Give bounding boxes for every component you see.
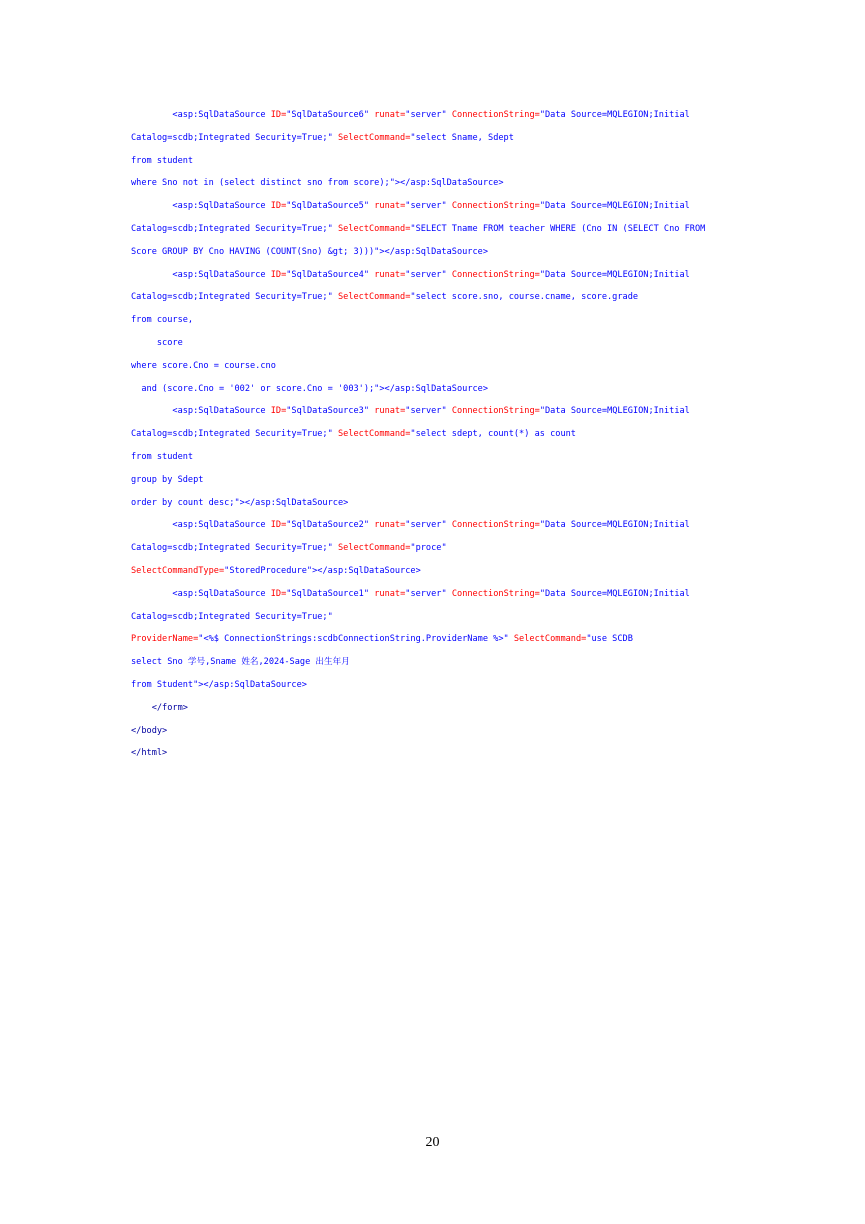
code-token: ID=: [270, 406, 287, 417]
code-token: ConnectionString=: [451, 269, 540, 280]
code-line: [131, 378, 731, 401]
code-line: [131, 423, 731, 446]
code-line: [131, 560, 731, 583]
code-listing: [131, 104, 731, 765]
code-token: SelectCommand=: [337, 292, 411, 303]
code-token: "select score.sno, course.cname, score.grade: [410, 292, 639, 303]
code-token: from course,: [131, 315, 194, 326]
code-token: SelectCommand=: [337, 429, 411, 440]
code-token: SelectCommand=: [337, 132, 411, 143]
code-token: runat=: [374, 406, 406, 417]
code-token: <asp:SqlDataSource: [172, 201, 271, 212]
code-token: "select Sname, Sdept: [410, 132, 514, 143]
code-line: [131, 583, 731, 606]
code-token: "Data Source=MQLEGION;Initial: [539, 588, 690, 599]
code-token: from student: [131, 451, 194, 462]
code-token: select Sno 学号,Sname 姓名,2024-Sage 出生年月: [131, 657, 350, 668]
code-token: "SqlDataSource5": [286, 201, 375, 212]
code-token: runat=: [374, 520, 406, 531]
code-token: </body>: [131, 725, 168, 736]
code-token: score: [156, 337, 183, 348]
code-token: "SELECT Tname FROM teacher WHERE (Cno IN (SELECT Cno FROM: [410, 223, 706, 234]
code-token: where score.Cno = course.cno: [131, 360, 276, 371]
code-token: ConnectionString=: [451, 588, 540, 599]
code-token: "SqlDataSource6": [286, 110, 375, 120]
code-token: <asp:SqlDataSource: [172, 588, 271, 599]
code-line: [131, 195, 731, 218]
code-token: runat=: [374, 269, 406, 280]
code-token: Catalog=scdb;Integrated Security=True;": [131, 132, 338, 143]
code-line: [131, 446, 731, 469]
code-token: ConnectionString=: [451, 110, 540, 120]
code-line: [131, 241, 731, 264]
code-token: Catalog=scdb;Integrated Security=True;": [131, 543, 338, 554]
code-token: "server": [405, 269, 452, 280]
code-token: </html>: [131, 748, 168, 759]
code-token: order by count desc;"></asp:SqlDataSource>: [131, 497, 349, 508]
code-token: and (score.Cno = '002' or score.Cno = '003');"></asp:SqlDataSource>: [141, 383, 489, 394]
code-line: [131, 286, 731, 309]
code-token: "Data Source=MQLEGION;Initial: [539, 269, 690, 280]
code-line: [131, 469, 731, 492]
code-token: ID=: [270, 110, 287, 120]
code-token: Catalog=scdb;Integrated Security=True;": [131, 223, 338, 234]
code-token: "<%$ ConnectionStrings:scdbConnectionString.ProviderName %>": [198, 634, 514, 645]
code-token: <asp:SqlDataSource: [172, 269, 271, 280]
code-line: [131, 628, 731, 651]
code-token: "SqlDataSource1": [286, 588, 375, 599]
code-token: "proce": [410, 543, 447, 554]
code-line: [131, 127, 731, 150]
code-line: [131, 537, 731, 560]
code-token: ID=: [270, 269, 287, 280]
code-line: [131, 674, 731, 697]
code-token: "SqlDataSource4": [286, 269, 375, 280]
code-line: [131, 104, 731, 127]
code-token: SelectCommand=: [513, 634, 587, 645]
code-token: where Sno not in (select distinct sno from score);"></asp:SqlDataSource>: [131, 178, 504, 189]
code-line: [131, 697, 731, 720]
code-token: "server": [405, 110, 452, 120]
code-token: "server": [405, 201, 452, 212]
page-number: 20: [425, 1135, 440, 1150]
code-token: "server": [405, 406, 452, 417]
code-token: "SqlDataSource2": [286, 520, 375, 531]
code-token: SelectCommand=: [337, 543, 411, 554]
code-token: <asp:SqlDataSource: [172, 110, 271, 120]
code-token: ConnectionString=: [451, 406, 540, 417]
code-token: Catalog=scdb;Integrated Security=True;": [131, 611, 333, 622]
code-token: "StoredProcedure"></asp:SqlDataSource>: [224, 565, 421, 576]
code-token: "use SCDB: [586, 634, 633, 645]
code-line: [131, 514, 731, 537]
code-token: ID=: [270, 201, 287, 212]
code-token: from Student"></asp:SqlDataSource>: [131, 679, 307, 690]
code-token: "SqlDataSource3": [286, 406, 375, 417]
code-line: [131, 264, 731, 287]
code-token: SelectCommand=: [337, 223, 411, 234]
code-token: runat=: [374, 201, 406, 212]
code-token: SelectCommandType=: [131, 565, 225, 576]
code-line: [131, 720, 731, 743]
code-token: runat=: [374, 588, 406, 599]
code-line: [131, 651, 731, 674]
code-token: ConnectionString=: [451, 201, 540, 212]
code-token: runat=: [374, 110, 406, 120]
code-token: ID=: [270, 520, 287, 531]
code-token: group by Sdept: [131, 474, 204, 485]
code-line: [131, 355, 731, 378]
code-line: [131, 742, 731, 765]
code-line: [131, 172, 731, 195]
code-token: Catalog=scdb;Integrated Security=True;": [131, 292, 338, 303]
code-token: "server": [405, 588, 452, 599]
code-token: Catalog=scdb;Integrated Security=True;": [131, 429, 338, 440]
code-token: ProviderName=: [131, 634, 199, 645]
code-token: from student: [131, 155, 194, 166]
code-token: <asp:SqlDataSource: [172, 520, 271, 531]
code-line: [131, 218, 731, 241]
code-line: [131, 400, 731, 423]
code-line: [131, 150, 731, 173]
code-line: [131, 492, 731, 515]
code-line: [131, 332, 731, 355]
code-token: "Data Source=MQLEGION;Initial: [539, 406, 690, 417]
code-token: "Data Source=MQLEGION;Initial: [539, 201, 690, 212]
code-token: "server": [405, 520, 452, 531]
code-token: "Data Source=MQLEGION;Initial: [539, 520, 690, 531]
code-token: "select sdept, count(*) as count: [410, 429, 576, 440]
code-token: ID=: [270, 588, 287, 599]
code-token: </form>: [151, 702, 188, 713]
code-line: [131, 606, 731, 629]
code-token: Score GROUP BY Cno HAVING (COUNT(Sno) &gt; 3)))"></asp:SqlDataSource>: [131, 246, 488, 257]
code-token: ConnectionString=: [451, 520, 540, 531]
code-token: "Data Source=MQLEGION;Initial: [539, 110, 690, 120]
code-token: <asp:SqlDataSource: [172, 406, 271, 417]
code-line: [131, 309, 731, 332]
